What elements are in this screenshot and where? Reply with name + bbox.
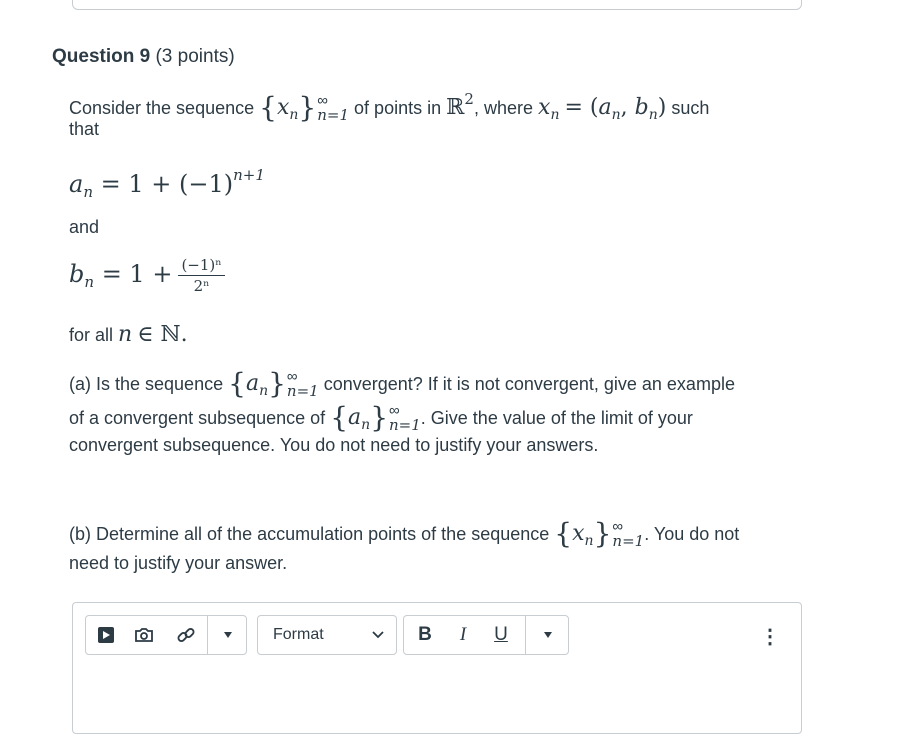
a-eq-subscript: n <box>83 183 93 201</box>
brace-open: { <box>259 91 277 124</box>
a-subscript: n <box>611 107 621 123</box>
part-b-text-2: . You do not <box>644 524 740 544</box>
italic-button[interactable]: I <box>459 624 467 645</box>
for-all-text: for all <box>69 325 114 345</box>
b-frac-denominator: 2ⁿ <box>193 277 210 295</box>
reals-exponent: 2 <box>464 90 474 108</box>
infinity-sup: ∞ <box>317 92 328 109</box>
index-stack <box>317 94 349 122</box>
caret-down-icon <box>543 631 553 639</box>
part-a-line-1 <box>69 367 735 404</box>
answer-editor[interactable] <box>72 602 802 734</box>
intro-text-1: Consider the sequence <box>69 98 255 118</box>
format-select[interactable] <box>257 615 397 655</box>
a-seq-subscript: n <box>259 383 269 399</box>
brace-close-b: } <box>593 517 612 550</box>
a-seq-subscript-2: n <box>361 417 371 433</box>
index-stack-a <box>287 370 319 398</box>
toolbar-divider-2 <box>525 616 526 654</box>
brace-open-a2: { <box>330 401 349 434</box>
index-stack-a2 <box>389 404 421 432</box>
index-range-a2: n=1 <box>389 416 421 434</box>
previous-question-box <box>72 0 802 10</box>
a-equation <box>69 166 265 201</box>
media-button[interactable] <box>90 616 122 654</box>
part-b-text-1: (b) Determine all of the accumulation points of the sequence <box>69 524 550 544</box>
x-symbol-2: x <box>538 95 551 120</box>
part-a-text-2: convergent? If it is not convergent, give an example <box>323 374 735 394</box>
intro-line-2: that <box>69 119 100 139</box>
in-naturals: ∈ ℕ. <box>137 322 188 347</box>
index-range-b: n=1 <box>612 532 645 550</box>
x-subscript-2: n <box>550 107 560 123</box>
link-dropdown-button[interactable] <box>212 616 244 654</box>
text-style-group <box>403 615 569 655</box>
more-options-button[interactable] <box>755 617 785 655</box>
close-paren: ) <box>657 95 667 120</box>
a-eq-exponent: n+1 <box>233 166 265 184</box>
part-a-text-1: (a) Is the sequence <box>69 374 224 394</box>
underline-dropdown-button[interactable] <box>530 616 566 654</box>
b-frac-numerator: (−1)ⁿ <box>178 255 224 276</box>
brace-open-b: { <box>554 517 573 550</box>
x-seq-subscript: n <box>584 533 594 549</box>
index-range: n=1 <box>317 106 350 124</box>
infinity-sup-b: ∞ <box>612 518 624 535</box>
question-header <box>52 46 235 68</box>
x-subscript: n <box>289 107 299 123</box>
intro-text-4: such <box>671 98 710 118</box>
x-symbol: x <box>276 95 290 120</box>
b-eq-rhs: = 1 + <box>101 260 173 288</box>
x-seq-symbol: x <box>572 521 585 546</box>
index-stack-b <box>612 520 644 548</box>
a-eq-symbol: a <box>69 170 84 198</box>
question-points: (3 points) <box>155 46 235 67</box>
camera-icon <box>133 626 155 644</box>
intro-text-2: of points in <box>354 98 442 118</box>
part-b-line-1 <box>69 517 740 554</box>
brace-open-a: { <box>228 367 246 400</box>
part-a-line-3: convergent subsequence. You do not need to justify your answers. <box>69 435 599 455</box>
for-all-line <box>69 322 188 348</box>
comma: , <box>620 95 635 120</box>
format-label: Format <box>273 626 324 643</box>
more-icon: ⋮ <box>760 625 780 648</box>
toolbar-divider <box>207 616 208 654</box>
brace-close: } <box>298 91 317 124</box>
question-title: Question 9 <box>52 46 151 67</box>
a-seq-symbol-2: a <box>348 405 362 430</box>
a-eq-rhs: = 1 + (−1) <box>100 170 234 198</box>
link-button[interactable] <box>170 616 202 654</box>
intro-text-3: , where <box>473 98 533 118</box>
media-icon <box>97 626 115 644</box>
embed-button[interactable] <box>128 616 160 654</box>
insert-toolbar-group <box>85 615 247 655</box>
brace-close-a2: } <box>370 401 389 434</box>
b-fraction <box>178 255 224 296</box>
link-icon <box>176 625 196 645</box>
brace-close-a: } <box>268 367 286 400</box>
b-subscript: n <box>648 107 658 123</box>
part-b-line-2: need to justify your answer. <box>69 553 288 573</box>
chevron-down-icon <box>372 631 384 639</box>
part-a-text-4: . Give the value of the limit of your <box>420 408 693 428</box>
b-symbol: b <box>634 95 649 120</box>
b-eq-symbol: b <box>69 260 85 288</box>
underline-button[interactable]: U <box>494 624 508 645</box>
a-symbol: a <box>598 95 612 120</box>
infinity-sup-a2: ∞ <box>389 402 400 419</box>
b-eq-subscript: n <box>84 273 95 291</box>
infinity-sup-a: ∞ <box>286 368 298 385</box>
reals-symbol: ℝ <box>446 95 465 120</box>
n-symbol: n <box>118 322 133 347</box>
intro-line-1 <box>69 86 709 128</box>
and-text: and <box>69 217 100 237</box>
equals-pair: = ( <box>564 95 599 120</box>
index-range-a: n=1 <box>286 382 319 400</box>
bold-button[interactable]: B <box>418 624 432 645</box>
caret-down-icon <box>223 631 233 639</box>
part-a-text-3: of a convergent subsequence of <box>69 408 326 428</box>
a-seq-symbol: a <box>245 371 260 396</box>
b-equation <box>69 255 225 296</box>
